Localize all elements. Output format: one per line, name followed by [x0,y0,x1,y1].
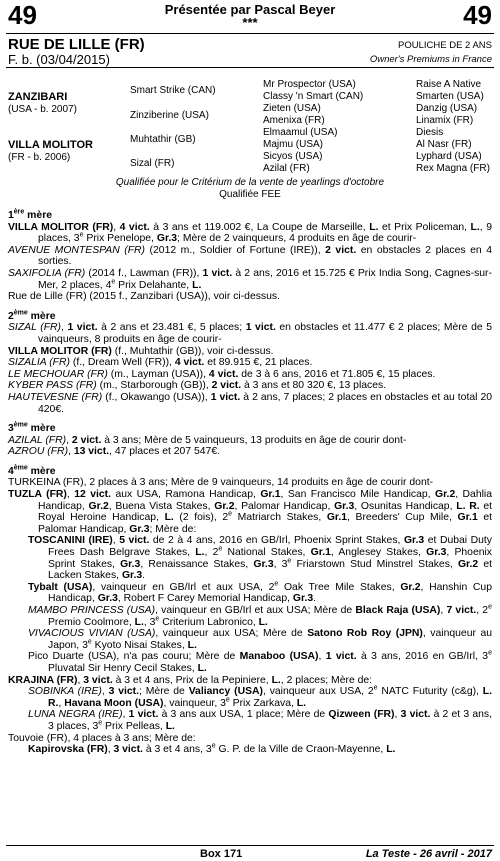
gen3-7: Sicyos (USA) [263,151,323,162]
horse-description: F. b. (03/04/2015) [8,52,110,67]
pedigree-rule [6,67,494,68]
gen4-2: Smarten (USA) [416,91,484,102]
sire-name: ZANZIBARI [8,91,68,103]
gen3-1: Mr Prospector (USA) [263,79,356,90]
toscanini: TOSCANINI (IRE), 5 vict. de 2 à 4 ans, 2016 en GB/Irl, Phoenix Sprint Stakes, Gr.3 et Dubai Duty Frees Dash Belgrave Stakes, L., 2e National Stakes, Gr.1, Anglesey Stakes, Gr.3, Phoenix Sprint Stakes, Gr.3, Renaissance Stakes, Gr.3, 3e Friarstown Stud Minstrel Stakes, Gr.2 et Lacken Stakes, Gr.3. [28,535,493,582]
produce-3: Rue de Lille (FR) (2015 f., Zanzibari (USA)), voir ci-dessus. [8,291,280,303]
sex-age: POULICHE DE 2 ANS [398,40,492,51]
horse-name: RUE DE LILLE (FR) [8,36,145,53]
gen3-4: Amenixa (FR) [263,115,325,126]
footer-rule [6,845,494,846]
dam-name: VILLA MOLITOR [8,139,93,151]
gen4-3: Danzig (USA) [416,103,478,114]
produce-1: AVENUE MONTESPAN (FR) (2012 m., Soldier of Fortune (IRE)), 2 vict. en obstacles 2 places en 4 sorties. [8,244,492,268]
gen4-6: Al Nasr (FR) [416,139,472,150]
sire-info: (USA - b. 2007) [8,104,77,115]
stars: *** [242,15,258,30]
lot-number-left: 49 [8,0,37,30]
krajina: KRAJINA (FR), 3 vict. à 3 et 4 ans, Prix de la Pepiniere, L., 2 places; Mère de: [8,674,373,686]
tuzla: TUZLA (FR), 12 vict. aux USA, Ramona Handicap, Gr.1, San Francisco Mile Handicap, Gr.2, Dahlia Handicap, Gr.2, Buena Vista Stakes, Gr.2, Palomar Handicap, Gr.3, Osunitas Handicap, L. R. et Royal Heroine Handicap, L. (2 fois), 2e Matriarch Stakes, Gr.1, Breeders' Cup Mile, Gr.1 et Palomar Handicap, Gr.3; Mère de: [8,489,493,535]
gen4-8: Rex Magna (FR) [416,163,490,174]
gd-produce-5: HAUTEVESNE (FR) (f., Okawango (USA)), 1 vict. à 2 ans, 7 places; 2 places en obstacles et au total 20 420€. [8,391,492,415]
gen3-2: Classy 'n Smart (CAN) [263,91,364,102]
granddam-record: SIZAL (FR), 1 vict. à 2 ans et 23.481 €, 5 places; 1 vict. en obstacles et 11.477 € 2 places; Mère de 5 vainqueurs, 8 produits en âge de courir- [8,322,492,345]
section-2-title: 2ème mère [8,309,56,322]
top-rule [6,33,494,34]
gen4-4: Linamix (FR) [416,115,474,126]
gen4-1: Raise A Native [416,79,482,90]
tybalt: Tybalt (USA), vainqueur en GB/Irl et aux USA, 2e Oak Tree Mile Stakes, Gr.2, Hanshin Cup Handicap, Gr.3, Robert F Carey Memorial Handicap, Gr.3. [28,580,492,605]
ggd-produce-1: AZROU (FR), 13 vict., 47 places et 207 547€. [8,446,220,458]
dam-record: VILLA MOLITOR (FR), 4 vict. à 3 ans et 119.002 €, La Coupe de Marseille, L. et Prix Policeman, L., 9 places, 3e Prix Penelope, Gr.3; Mère de 2 vainqueurs, 4 produits en âge de courir- [8,221,492,245]
section-4-title: 4ème mère [8,464,56,477]
gen3-5: Elmaamul (USA) [263,127,338,138]
gd-produce-3: LE MECHOUAR (FR) (m., Layman (USA)), 4 vict. de 3 à 6 ans, 2016 et 71.805 €, 15 places. [8,368,436,380]
produce-2: SAXIFOLIA (FR) (2014 f., Lawman (FR)), 1 vict. à 2 ans, 2016 et 15.725 € Prix India Song, Cagnes-sur-Mer, 2 places, 4e Prix Delahante, L. [8,267,492,291]
section-3-title: 3ème mère [8,421,56,435]
gen4-5: Diesis [416,127,444,138]
event-info: La Teste - 26 avril - 2017 [365,848,492,860]
vivacious-vivian: VIVACIOUS VIVIAN (USA), vainqueur aux USA; Mère de Satono Rob Roy (JPN), vainqueur au Japon, 3e Kyoto Nisai Stakes, L. [28,628,493,651]
gen3-6: Majmu (USA) [263,139,324,150]
produce-record [8,210,492,756]
touvoie: Touvoie (FR), 4 places à 3 ans; Mère de: [8,732,196,744]
gd-produce-1: VILLA MOLITOR (FR) (f., Muhtathir (GB)), voir ci-dessus. [8,345,274,357]
ggd-record: AZILAL (FR), 2 vict. à 3 ans; Mère de 5 vainqueurs, 13 produits en âge de courir dont- [8,434,407,446]
luna-negra: LUNA NEGRA (IRE), 1 vict. à 3 ans aux USA, 1 place; Mère de Qizween (FR), 3 vict. à 2 et 3 ans, 3 places, 3e Prix Pelleas, L. [28,709,492,732]
kapirovska: Kapirovska (FR), 3 vict. à 3 et 4 ans, 3e G. P. de la Ville de Craon-Mayenne, L. [28,742,396,756]
gen2-4: Sizal (FR) [130,158,175,169]
gen3-8: Azilal (FR) [263,163,310,174]
gen2-1: Smart Strike (CAN) [130,85,216,96]
box-number: Box 171 [200,848,243,860]
gen4-7: Lyphard (USA) [416,151,482,162]
qualification-1: Qualifiée pour le Critérium de la vente de yearlings d'octobre [115,177,385,188]
dam-info: (FR - b. 2006) [8,152,71,163]
gd-produce-2: SIZALIA (FR) (f., Dream Well (FR)), 4 vict. et 89.915 €, 21 places. [8,357,313,369]
sobinka: SOBINKA (IRE), 3 vict.; Mère de Valiancy (USA), vainqueur aux USA, 2e NATC Futurity (c&g), L. R., Havana Moon (USA), vainqueur, 3e Prix Zarkava, L. [28,684,493,709]
gd-produce-4: KYBER PASS (FR) (m., Starborough (GB)), 2 vict. à 3 ans et 80 320 €, 13 places. [8,380,387,392]
presenter: Présentée par Pascal Beyer [164,2,336,17]
qualification-2: Qualifiée FEE [219,189,281,200]
lot-number-right: 49 [463,0,492,30]
pico-duarte: Pico Duarte (USA), n'a pas couru; Mère de Manaboo (USA), 1 vict. à 3 ans, 2016 en GB/Irl, 3e Pluvatal Sir Henry Cecil Stakes, L. [28,649,492,674]
mambo-princess: MAMBO PRINCESS (USA), vainqueur en GB/Irl et aux USA; Mère de Black Raja (USA), 7 vict., 2e Premio Coolmore, L., 3e Criterium Labronico, L. [28,603,492,628]
section-1-title: 1ère mère [8,208,53,221]
gen2-3: Muhtathir (GB) [130,134,196,145]
gen2-2: Zinziberine (USA) [130,110,209,121]
gen3-3: Zieten (USA) [263,103,321,114]
gggd-record: TURKEINA (FR), 2 places à 3 ans; Mère de 9 vainqueurs, 14 produits en âge de courir dont- [8,477,434,489]
premiums: Owner's Premiums in France [369,54,492,65]
